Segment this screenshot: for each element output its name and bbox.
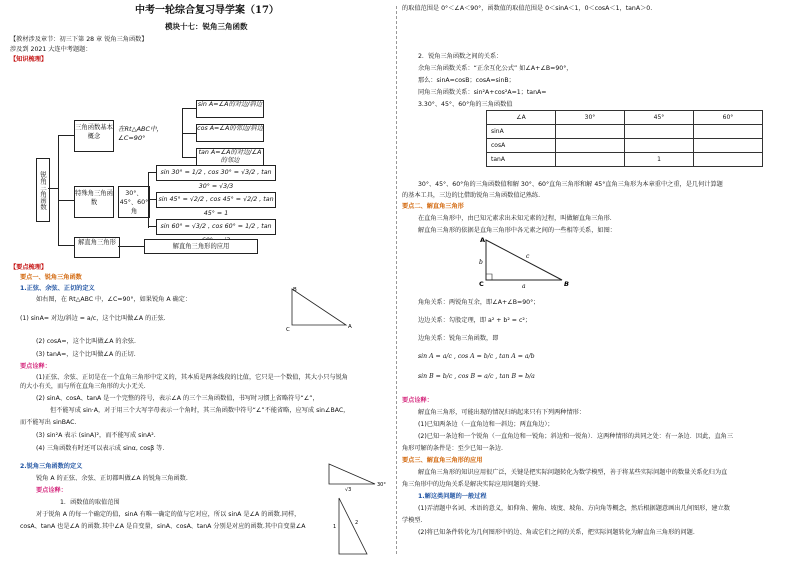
mindmap-row60: sin 60° = √3/2 , cos 60° = 1/2 , tan	[156, 219, 276, 235]
tri-label-b: b	[479, 259, 483, 266]
remark1-line2c: 而不能写出 sinBAC.	[20, 419, 77, 426]
side-relation: 边边关系：勾股定理，即 a² + b² = c²；	[418, 317, 532, 324]
remark-1: 要点诠释：	[20, 363, 51, 370]
s2-text1: 在直角三角形中，由已知元素求出未知元素的过程，叫做解直角三角形.	[418, 215, 612, 222]
remark2-line1: 1．函数值的取值范围	[60, 499, 120, 506]
remark1-line2b: 但不能写成 sin·A，对于用三个大写字母表示一个角时，其三角函数中符号“∠”不能省略，应写成 sin∠BAC，	[50, 407, 350, 414]
mindmap-angles: 30°、45°、60°角	[118, 186, 150, 218]
s2-text2: 解直角三角形的依据是直角三角形中各元素之间的一些相等关系，如图：	[418, 227, 616, 234]
fig1-label-c: C	[286, 327, 290, 333]
mindmap-special: 特殊角三角函数	[74, 186, 114, 218]
mindmap-row30: sin 30° = 1/2 , cos 30° = √3/2 , tan 30° = √3/3	[156, 165, 276, 181]
s3-item: 1.解这类问题的一般过程	[418, 493, 487, 500]
mindmap-concepts: 三角函数基本概念	[74, 120, 114, 152]
fig1-label-b: B	[293, 287, 297, 293]
mindmap-row45: sin 45° = √2/2 , cos 45° = √2/2 , tan 45° = 1	[156, 192, 276, 208]
tri-label-a: a	[522, 283, 526, 290]
table-note: 30°、45°、60°角的三角函数值和解 30°、60°直角三角形和解 45°直角三角形为本章重中之重，是几何计算题	[418, 181, 723, 188]
remark1-line3: (3) sin²A 表示 (sinA)²，而不能写成 sinA².	[36, 432, 156, 439]
remark-3: 要点诠释：	[402, 397, 433, 404]
remark1-line4: (4) 三角函数有时还可以表示成 sinα, cosβ 等.	[36, 445, 165, 452]
table-note-b: 的基本工具，三边的比借助锐角三角函数值记熟练.	[402, 192, 541, 199]
tri-label-c: c	[526, 253, 530, 260]
point-tag: 【要点梳理】	[10, 264, 48, 271]
exam-note: 涉及到 2021 大连中考题题：	[10, 46, 92, 53]
tri-label-A: A	[480, 236, 486, 244]
remark1-line1: (1)正弦、余弦、正切是在一个直角三角形中定义的，其本质是两条线段的比值，它只是一个数值，其大小只与锐角	[36, 374, 348, 381]
table-row: cosA	[487, 139, 763, 153]
remark-2: 要点诠释：	[36, 487, 67, 494]
s3-text3: (2)将已知条件转化为几何图形中的边、角或它们之间的关系，把实际问题转化为解直角三角形的问题.	[418, 529, 695, 536]
table-row: ∠A 30° 45° 60°	[487, 111, 763, 125]
mindmap-cos: cos A=∠A的邻边/斜边	[196, 124, 264, 142]
fig1-label-a: A	[348, 324, 352, 330]
mindmap-solve: 解直角三角形	[74, 237, 120, 258]
formula-b: sin B = b/c , cos B = a/c , tan B = b/a	[418, 373, 535, 380]
mindmap-tan: tan A=∠A的对边/∠A的邻边	[196, 148, 264, 168]
fig2-label-root3: √3	[345, 487, 352, 493]
remark2-line3: cosA、tanA 也是∠A 的函数.其中∠A 是自变量，sinA、cosA、tanA 分别是对应的函数.其中自变量∠A	[20, 523, 306, 530]
mindmap-condition: 在Rt△ABC中，∠C=90°	[118, 125, 164, 142]
remark1-line2: (2) sinA、cosA、tanA 是一个完整的符号，表示∠A 的三个三角函数值，书写时习惯上省略符号“∠”，	[36, 395, 319, 402]
s1-item2-text: 锐角 A 的正弦、余弦、正切都叫做∠A 的锐角三角函数.	[36, 475, 188, 482]
mindmap-sin: sin A=∠A的对边/斜边	[196, 100, 264, 118]
section-2: 要点二、解直角三角形	[402, 203, 464, 210]
formula-a: sin A = a/c , cos A = b/c , tan A = a/b	[418, 353, 535, 360]
s1-item2: 2.锐角三角函数的定义	[20, 463, 83, 470]
angle-relation: 角角关系：两锐角互余，即∠A+∠B=90°；	[418, 299, 540, 306]
remark3-line3b: 角形可解的条件是：至少已知一条边.	[402, 445, 503, 452]
section-3: 要点三、解直角三角形的应用	[402, 457, 483, 464]
table-row: sinA	[487, 125, 763, 139]
column-divider	[396, 6, 397, 554]
section-1: 要点一、锐角三角函数	[20, 274, 82, 281]
s1-text2: (1) sinA= 对边/斜边 = a/c，这个比叫做∠A 的正弦.	[20, 315, 166, 322]
knowledge-tag: 【知识梳理】	[10, 56, 48, 63]
s3-text2b: 学模型.	[402, 517, 423, 524]
fig2-label-two: 2	[355, 520, 359, 526]
relation-3: 同角三角函数关系：sin²A+cos²A=1；tanA=	[418, 89, 547, 96]
relation-2: 那么：sinA=cosB；cosA=sinB；	[418, 77, 515, 84]
remark2-line2: 对于锐角 A 的每一个确定的值，sinA 有唯一确定的值与它对应，所以 sinA 是∠A 的函数.同样，	[36, 511, 301, 518]
mindmap-application: 解直角三角形的应用	[144, 239, 258, 254]
fig2-label-deg: 30°	[377, 482, 386, 488]
tri-label-C: C	[479, 280, 484, 288]
s3-text1: 解直角三角形的知识应用很广泛，关键是把实际问题转化为数学模型，善于将某些实际问题中的数量关系化归为直	[418, 469, 728, 476]
module-title: 模块十七：锐角三角函数	[165, 22, 248, 31]
relation-title: 2．锐角三角函数之间的关系：	[418, 53, 503, 60]
s1-text1: 如右图，在 Rt△ABC 中，∠C=90°，如果锐角 A 确定：	[36, 296, 192, 303]
remark1-line1b: 的大小有关，而与所在直角三角形的大小无关.	[20, 383, 146, 390]
range-text: 的取值范围是 0°＜∠A＜90°，函数值的取值范围是 0＜sinA＜1，0＜cosA＜1，tanA＞0.	[402, 5, 653, 12]
remark3-line3: (2)已知一条边和一个锐角（一直角边和一锐角；斜边和一锐角）．这两种情形的共同之处：有一条边．因此，直角三	[418, 433, 734, 440]
table-row: tanA 1	[487, 153, 763, 167]
figure-abc-triangle	[476, 234, 576, 290]
s1-text3: (2) cosA=，这个比叫做∠A 的余弦.	[36, 338, 136, 345]
remark3-line2: (1)已知两条边（一直角边和一斜边；两直角边）；	[418, 421, 554, 428]
figure-special-triangles	[325, 458, 395, 558]
textbook-note: 【教材涉及章节：初三下第 28 章 锐角三角函数】	[10, 36, 148, 43]
table-title: 3.30°、45°、60°角的三角函数值	[418, 101, 513, 108]
fig2-label-one: 1	[333, 524, 337, 530]
side-angle-relation: 边角关系：锐角三角函数，即	[418, 335, 499, 342]
doc-title: 中考一轮综合复习导学案（17）	[135, 5, 279, 16]
remark3-line1: 解直角三角形，可能出现的情况归纳起来只有下列两种情形：	[418, 409, 586, 416]
tri-label-B: B	[564, 280, 569, 288]
mindmap-root: 锐角三角函数	[36, 158, 50, 222]
s1-item1: 1.正弦、余弦、正切的定义	[20, 285, 95, 292]
trig-table	[486, 110, 763, 167]
s3-text1b: 角三角形中的边角关系是解决实际应用问题的关键.	[402, 481, 541, 488]
relation-1: 余角三角函数关系：“正余互化公式” 如∠A+∠B=90°，	[418, 65, 573, 72]
s3-text2: (1)弄清题中名词、术语的意义，如仰角、俯角、坡度、坡角、方向角等概念，然后根据题意画出几何图形，建立数	[418, 505, 730, 512]
s1-text4: (3) tanA=，这个比叫做∠A 的正切.	[36, 351, 136, 358]
figure-right-triangle	[280, 285, 360, 335]
